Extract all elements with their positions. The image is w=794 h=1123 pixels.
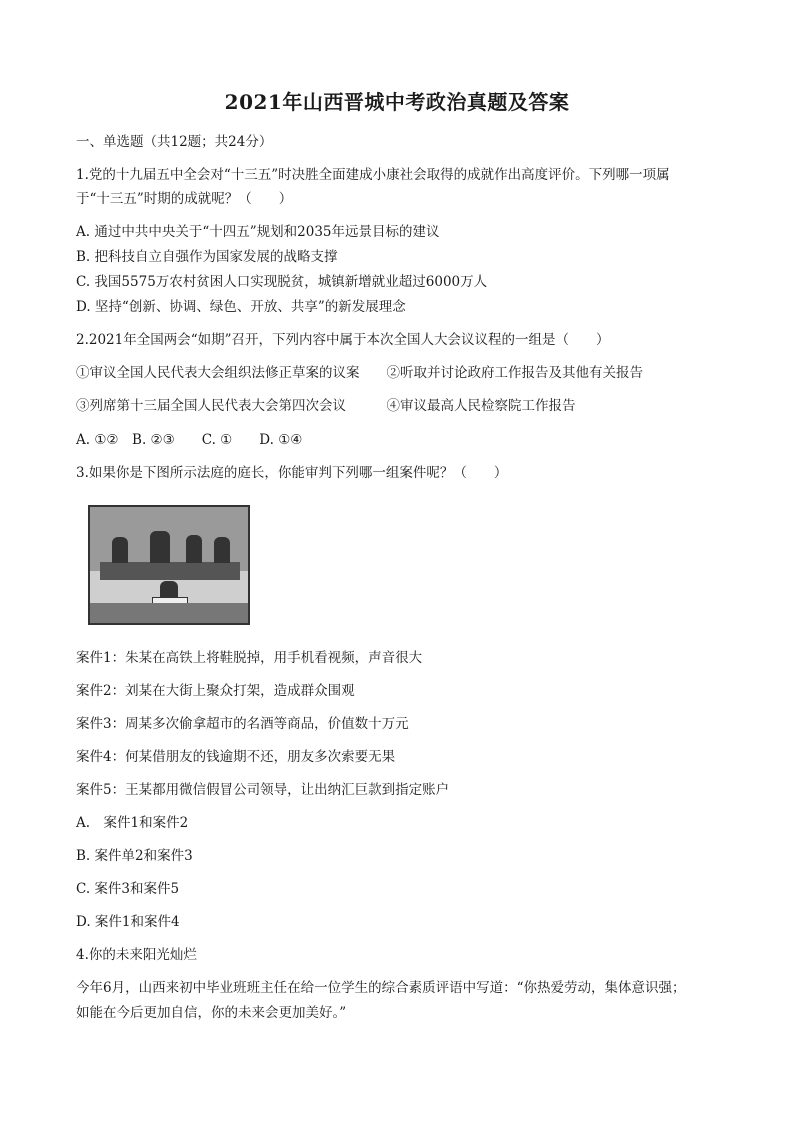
page-title: 2021年山西晋城中考政治真题及答案 [224, 90, 570, 114]
courtroom-photo [88, 505, 250, 625]
q3-case-5: 案件5：王某都用微信假冒公司领导，让出纳汇巨款到指定账户 [76, 782, 450, 798]
q1-stem-line1: 1.党的十九届五中全会对“十三五”时决胜全面建成小康社会取得的成就作出高度评价。下列哪一项属 [76, 167, 670, 183]
q1-option-d: D. 坚持“创新、协调、绿色、开放、共享”的新发展理念 [76, 299, 406, 315]
q4-text-line1: 今年6月，山西来初中毕业班班主任在给一位学生的综合素质评语中写道：“你热爱劳动，集体意识强； [76, 980, 686, 996]
q3-option-b: B. 案件单2和案件3 [76, 848, 193, 864]
section-heading: 一、单选题（共12题；共24分） [76, 134, 273, 150]
q2-items-line1: ①审议全国人民代表大会组织法修正草案的议案 ②听取并讨论政府工作报告及其他有关报告 [76, 365, 643, 381]
q2-options: A. ①② B. ②③ C. ① D. ①④ [76, 432, 303, 448]
q3-option-c: C. 案件3和案件5 [76, 881, 180, 897]
q1-option-b: B. 把科技自立自强作为国家发展的战略支撑 [76, 249, 338, 265]
q1-option-c: C. 我国5575万农村贫困人口实现脱贫，城镇新增就业超过6000万人 [76, 274, 488, 290]
q4-stem: 4.你的未来阳光灿烂 [76, 947, 197, 963]
q1-stem-line2: 于“十三五”时期的成就呢？（ ） [76, 191, 293, 207]
q3-case-3: 案件3：周某多次偷拿超市的名酒等商品，价值数十万元 [76, 716, 409, 732]
q3-stem: 3.如果你是下图所示法庭的庭长，你能审判下列哪一组案件呢？（ ） [76, 465, 508, 481]
q1-option-a: A. 通过中共中央关于“十四五”规划和2035年远景目标的建议 [76, 224, 440, 240]
q3-option-a: A. 案件1和案件2 [76, 815, 189, 831]
q2-items-line2: ③列席第十三届全国人民代表大会第四次会议 ④审议最高人民检察院工作报告 [76, 398, 576, 414]
q2-stem: 2.2021年全国两会“如期”召开，下列内容中属于本次全国人大会议议程的一组是（ ） [76, 332, 610, 348]
q3-case-2: 案件2：刘某在大街上聚众打架，造成群众围观 [76, 683, 355, 699]
q3-option-d: D. 案件1和案件4 [76, 914, 180, 930]
q3-case-1: 案件1：朱某在高铁上将鞋脱掉，用手机看视频，声音很大 [76, 650, 423, 666]
q3-case-4: 案件4：何某借朋友的钱逾期不还，朋友多次索要无果 [76, 749, 396, 765]
q4-text-line2: 如能在今后更加自信，你的未来会更加美好。” [76, 1005, 347, 1021]
